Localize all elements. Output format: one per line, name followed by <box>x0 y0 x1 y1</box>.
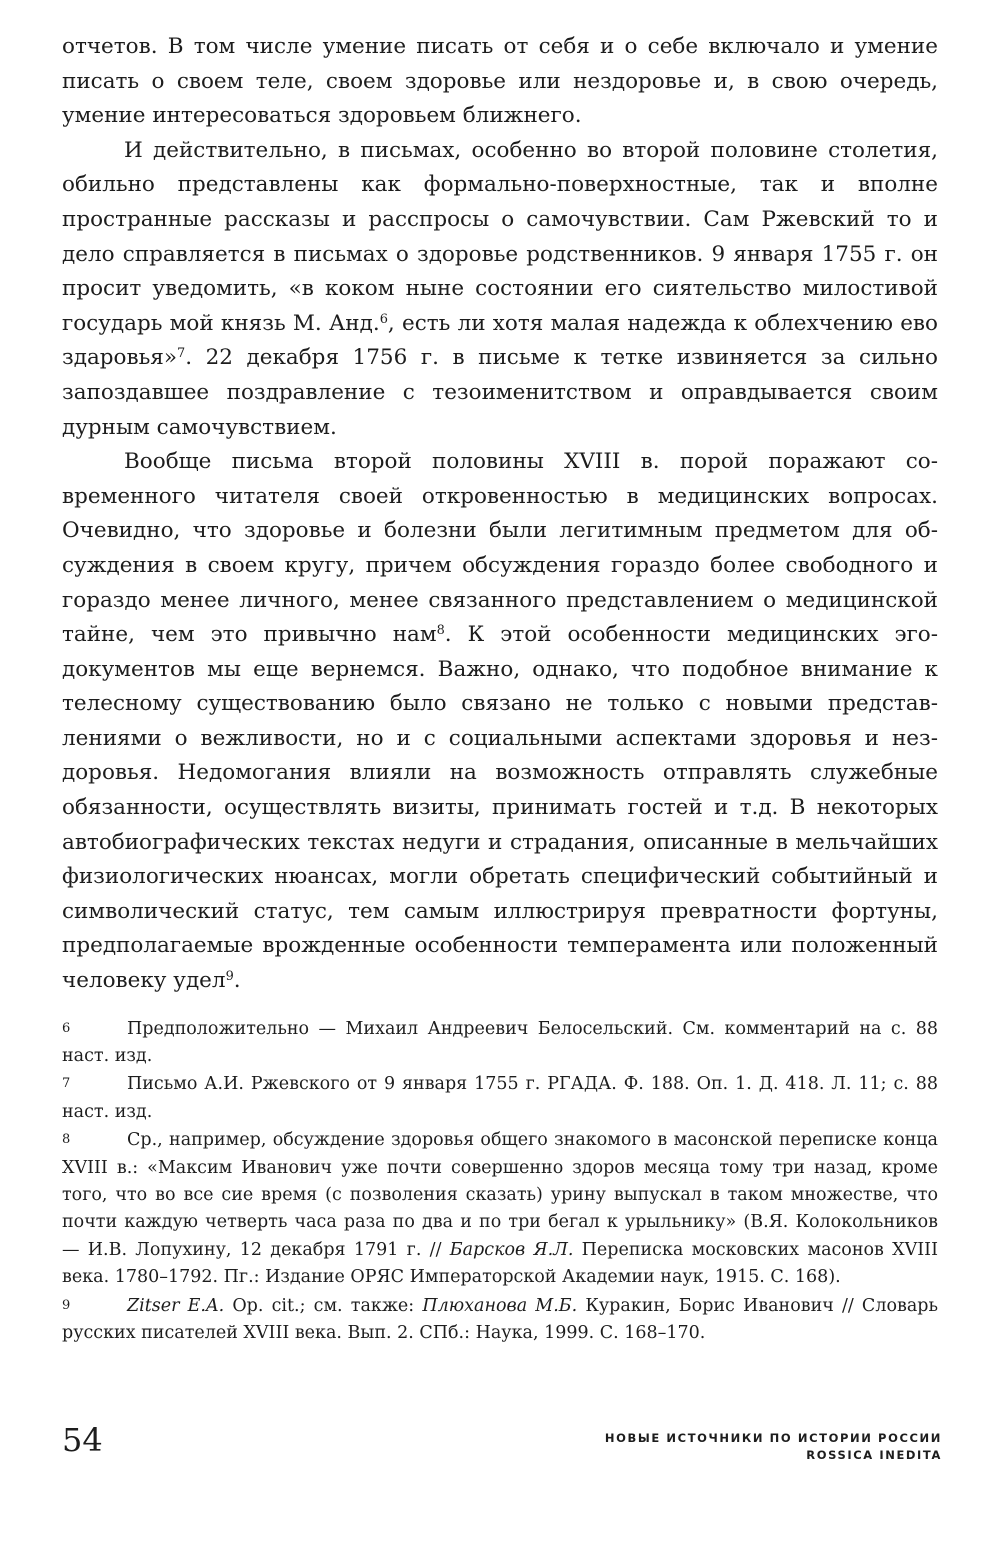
footnote-text-b: Куракин, Борис Иванович // Словарь русских писателей XVIII века. Вып. 2. СПб.: Наука, 1999. С. 168–170. <box>62 1295 938 1344</box>
page-footer <box>62 1420 942 1480</box>
footnote-9 <box>62 1292 938 1348</box>
footnote-author-1: Zitser E.A. <box>127 1295 225 1316</box>
running-head <box>605 1430 942 1464</box>
running-head-series: ROSSICA INEDITA <box>806 1448 942 1462</box>
footnote-number: 6 <box>62 1020 71 1036</box>
paragraph-3-text-a: Вообще письма второй половины XVIII в. порой поражают современного читателя своей откровенностью в медицинских вопросах. Очевидно, что здоровье и болезни были легитимным предметом для обсуждения в своем кругу, причем обсуждения гораздо более свободного и гораздо менее личного, менее связанного представлением о медицинской тайне, чем это привычно нам <box>62 449 938 648</box>
footnote-number: 8 <box>62 1132 71 1148</box>
footnote-ref-9[interactable]: 9 <box>225 969 234 985</box>
paragraph-3-text-b: . К этой особенности медицинских эго-документов мы еще вернемся. Важно, однако, что подобное внимание к телесному существованию было связано не только с новыми представлениями о вежливости, но и с социальными аспектами здоровья и нездоровья. Недомогания влияли на возможность отправлять служебные обязанности, осуществлять визиты, принимать гостей и т.д. В некоторых автобиографических текстах недуги и страдания, описанные в мельчайших физиологических нюансах, могли обретать специфический событийный и символический статус, тем самым иллюстрируя превратности фортуны, предполагаемые врожденные особенности темперамента или положенный человеку удел <box>62 622 938 994</box>
footnote-7 <box>62 1070 938 1126</box>
paragraph-1 <box>62 30 938 134</box>
body-text <box>62 30 938 999</box>
footnote-6 <box>62 1015 938 1071</box>
footnote-text: Письмо А.И. Ржевского от 9 января 1755 г. РГАДА. Ф. 188. Оп. 1. Д. 418. Л. 11; с. 88 наст. изд. <box>62 1074 938 1122</box>
footnote-text-a: Ср., например, обсуждение здоровья общего знакомого в масонской переписке конца XVIII в.: «Максим Иванович уже почти совершенно здоров месяца тому три назад, кроме того, что во все сие время (с позволения сказать) урину выпускал в таком множестве, что почти каждую четверть часа раза по два и по три бегал к урыльнику» (В.Я. Колокольников — И.В. Лопухину, 12 декабря 1791 г. // <box>62 1130 938 1260</box>
page-number: 54 <box>62 1421 103 1459</box>
paragraph-1-text: отчетов. В том числе умение писать от себя и о себе включало и умение писать о своем теле, своем здоровье или нездоровье и, в свою очередь, умение интересоваться здоровьем ближнего. <box>62 34 938 129</box>
footnote-author: Барсков Я.Л. <box>449 1239 574 1260</box>
footnote-ref-8[interactable]: 8 <box>436 623 445 639</box>
footnote-ref-6[interactable]: 6 <box>379 311 388 327</box>
paragraph-2-text-a: И действительно, в письмах, особенно во второй половине столетия, обильно представлены как формально-поверхностные, так и вполне пространные рассказы и расспросы о самочувствии. Сам Ржевский то и дело справляется в письмах о здоровье родственников. 9 января 1755 г. он просит уведомить, «в коком ныне состоянии его сиятельство милостивой государь мой князь М. Анд. <box>62 137 938 336</box>
footnote-text-b: Переписка московских масонов XVIII века. 1780–1792. Пг.: Издание ОРЯС Императорской Академии наук, 1915. С. 168). <box>62 1239 939 1288</box>
page-content <box>62 30 938 1348</box>
paragraph-2-text-b: , есть ли хотя малая надежда к облехчению ево здаровья» <box>62 310 938 371</box>
paragraph-2 <box>62 134 938 445</box>
paragraph-3 <box>62 445 938 999</box>
footnote-8 <box>62 1126 938 1291</box>
footnote-number: 7 <box>62 1076 71 1092</box>
paragraph-3-text-c: . <box>233 968 241 994</box>
footnote-ref-7[interactable]: 7 <box>177 346 186 362</box>
paragraph-2-text-c: . 22 декабря 1756 г. в письме к тетке извиняется за сильно запоздавшее поздравление с тезоименитством и оправдывается своим дурным самочувствием. <box>62 345 938 440</box>
footnote-text-a: Op. cit.; см. также: <box>224 1295 423 1316</box>
footnote-author-2: Плюханова М.Б. <box>422 1295 578 1316</box>
footnotes <box>62 1015 938 1348</box>
footnote-number: 9 <box>62 1297 71 1313</box>
footnote-text: Предположительно — Михаил Андреевич Белосельский. См. комментарий на с. 88 наст. изд. <box>62 1018 938 1067</box>
running-head-title: НОВЫЕ ИСТОЧНИКИ ПО ИСТОРИИ РОССИИ <box>604 1431 942 1445</box>
